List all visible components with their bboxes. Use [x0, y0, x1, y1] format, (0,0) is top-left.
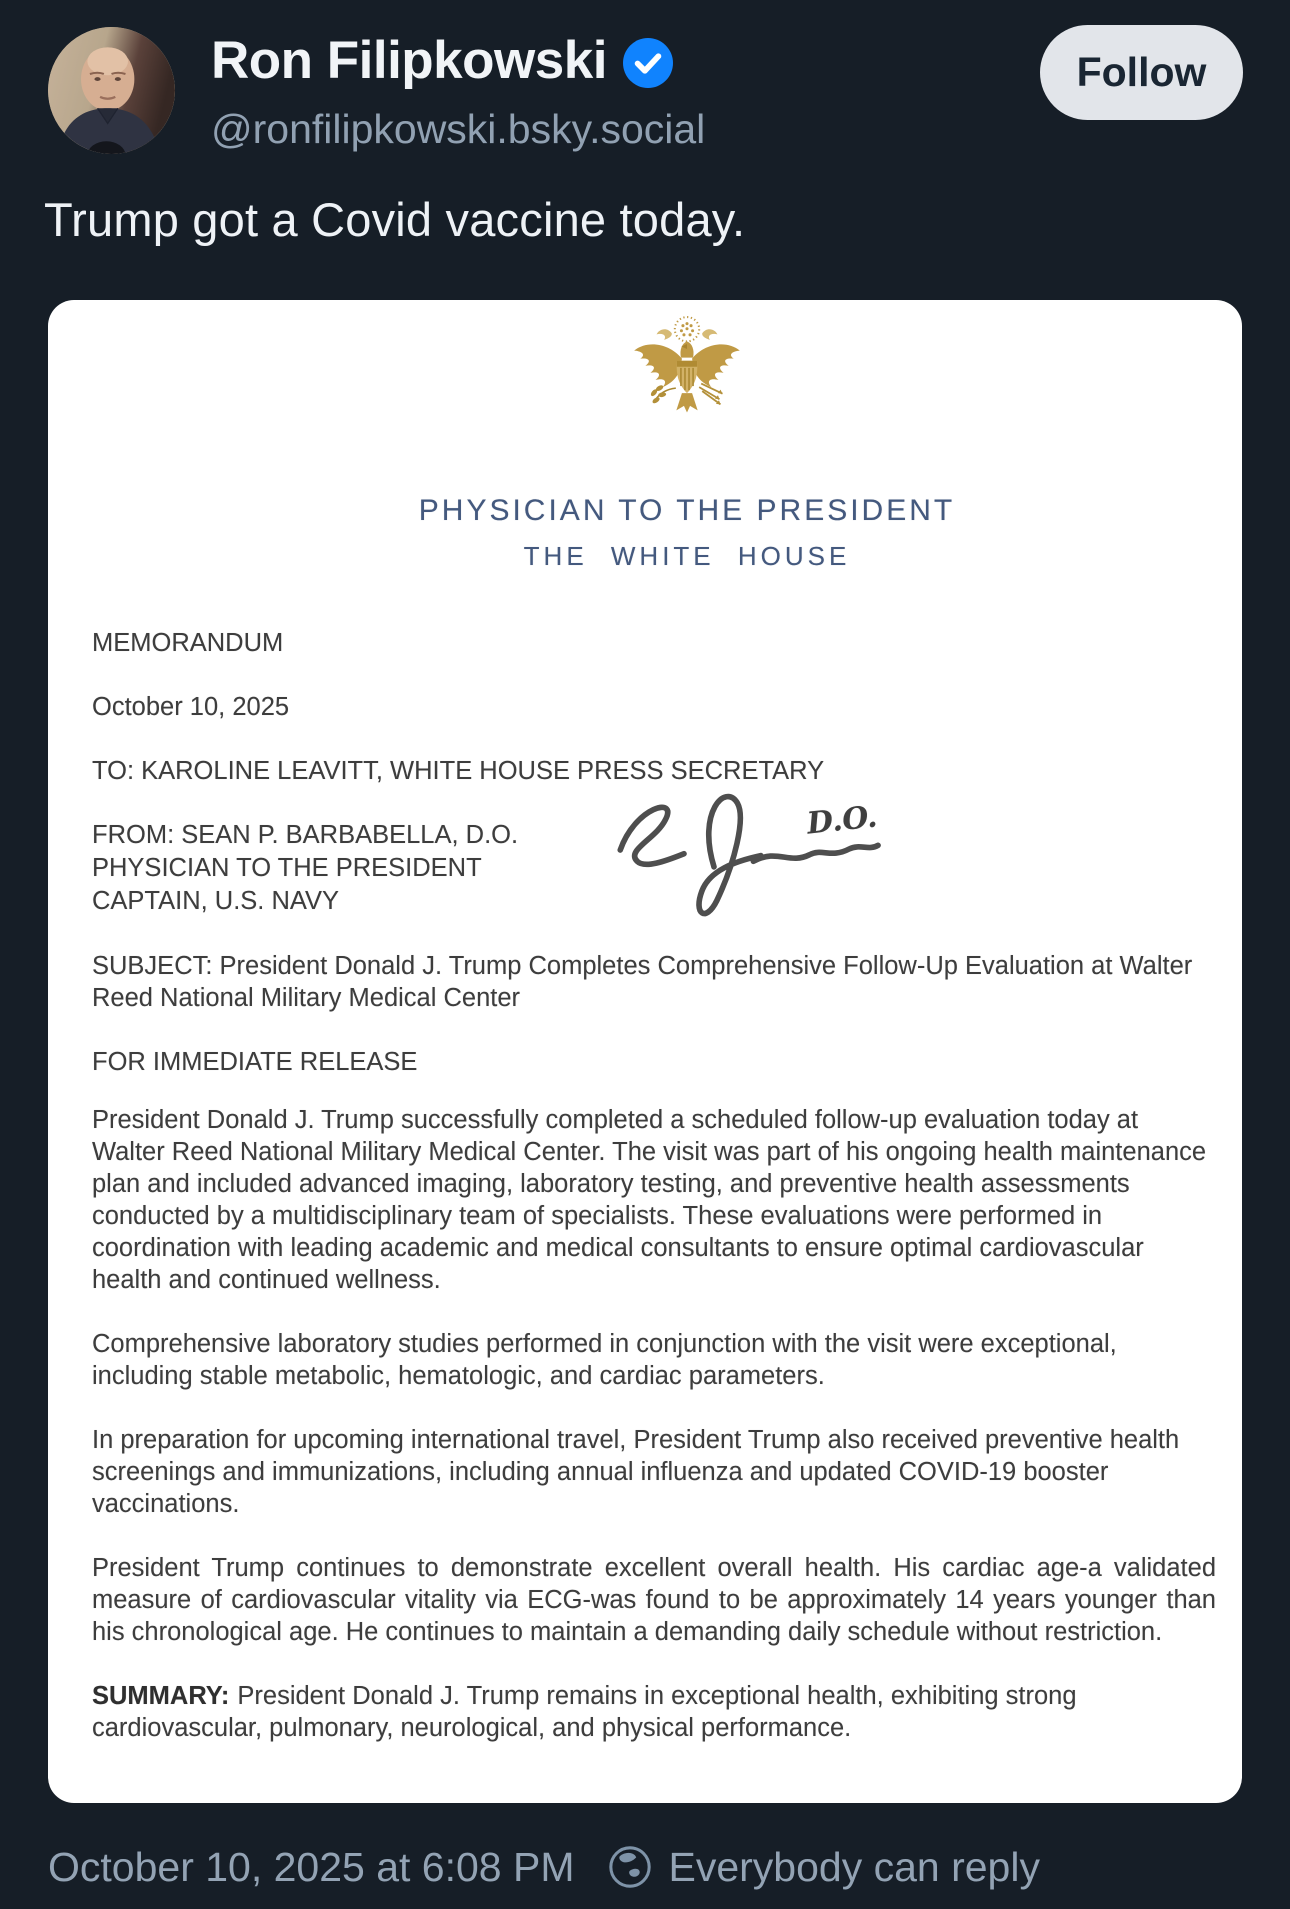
memo-from-line-1: FROM: SEAN P. BARBABELLA, D.O. — [92, 821, 519, 849]
memo-subject: SUBJECT: President Donald J. Trump Completes Comprehensive Follow-Up Evaluation at Walter Reed National Military Medical Center — [92, 952, 1193, 1012]
avatar-photo — [48, 27, 175, 154]
letterhead-subtitle: THE WHITE HOUSE — [523, 541, 851, 571]
post-text: Trump got a Covid vaccine today. — [44, 193, 746, 246]
reply-permission: Everybody can reply — [668, 1844, 1040, 1890]
memo-image-card[interactable] — [48, 300, 1242, 1803]
great-seal-eagle-icon — [626, 312, 748, 449]
memo-to-line: TO: KAROLINE LEAVITT, WHITE HOUSE PRESS SECRETARY — [92, 757, 825, 785]
memo-paragraph-2: Comprehensive laboratory studies performed in conjunction with the visit were exceptional, including stable metabolic, hematologic, and cardiac parameters. — [92, 1330, 1117, 1390]
memo-from-line-2: PHYSICIAN TO THE PRESIDENT — [92, 854, 482, 882]
signature-do-annotation: D.O. — [805, 799, 879, 842]
display-name[interactable]: Ron Filipkowski — [211, 31, 607, 90]
author-handle[interactable]: @ronfilipkowski.bsky.social — [211, 106, 706, 152]
memo-paragraph-1: President Donald J. Trump successfully completed a scheduled follow-up evaluation today at Walter Reed National Military Medical Center. The visit was part of his ongoing health maintenance plan and included advanced imaging, laboratory testing, and preventive health assessments conducted by a multidisciplinary team of specialists. These evaluations were performed in coordination with leading academic and medical consultants to ensure optimal cardiovascular health and continued wellness. — [92, 1106, 1207, 1294]
verified-badge-icon — [623, 38, 673, 88]
memo-from-line-3: CAPTAIN, U.S. NAVY — [92, 887, 340, 915]
memo-release-line: FOR IMMEDIATE RELEASE — [92, 1048, 418, 1076]
post-footer — [48, 1842, 1040, 1892]
timestamp: October 10, 2025 at 6:08 PM — [48, 1844, 575, 1890]
globe-icon — [607, 1844, 653, 1890]
author-block — [211, 30, 705, 152]
memo-summary — [92, 1680, 1216, 1744]
memo-date: October 10, 2025 — [92, 693, 290, 721]
letterhead-title: PHYSICIAN TO THE PRESIDENT — [418, 494, 956, 527]
memo-content — [48, 300, 1242, 1744]
memo-from-block — [92, 799, 1216, 918]
memo-paragraph-3: In preparation for upcoming international travel, President Trump also received preventive health screenings and immunizations, including annual influenza and updated COVID-19 booster vaccinations. — [92, 1426, 1180, 1518]
memo-summary-label: SUMMARY: — [92, 1682, 230, 1710]
author-name-row[interactable] — [211, 30, 705, 92]
memo-label: MEMORANDUM — [92, 629, 284, 657]
avatar[interactable] — [48, 27, 175, 154]
follow-button[interactable]: Follow — [1040, 25, 1243, 120]
memo-paragraph-4: President Trump continues to demonstrate excellent overall health. His cardiac age-a validated measure of cardiovascular vitality via ECG-was found to be approximately 14 years younger than his chronological age. He continues to maintain a demanding daily schedule without restriction. — [92, 1554, 1216, 1646]
memo-summary-text: President Donald J. Trump remains in exceptional health, exhibiting strong cardiovascular, pulmonary, neurological, and physical performance. — [92, 1682, 1077, 1742]
